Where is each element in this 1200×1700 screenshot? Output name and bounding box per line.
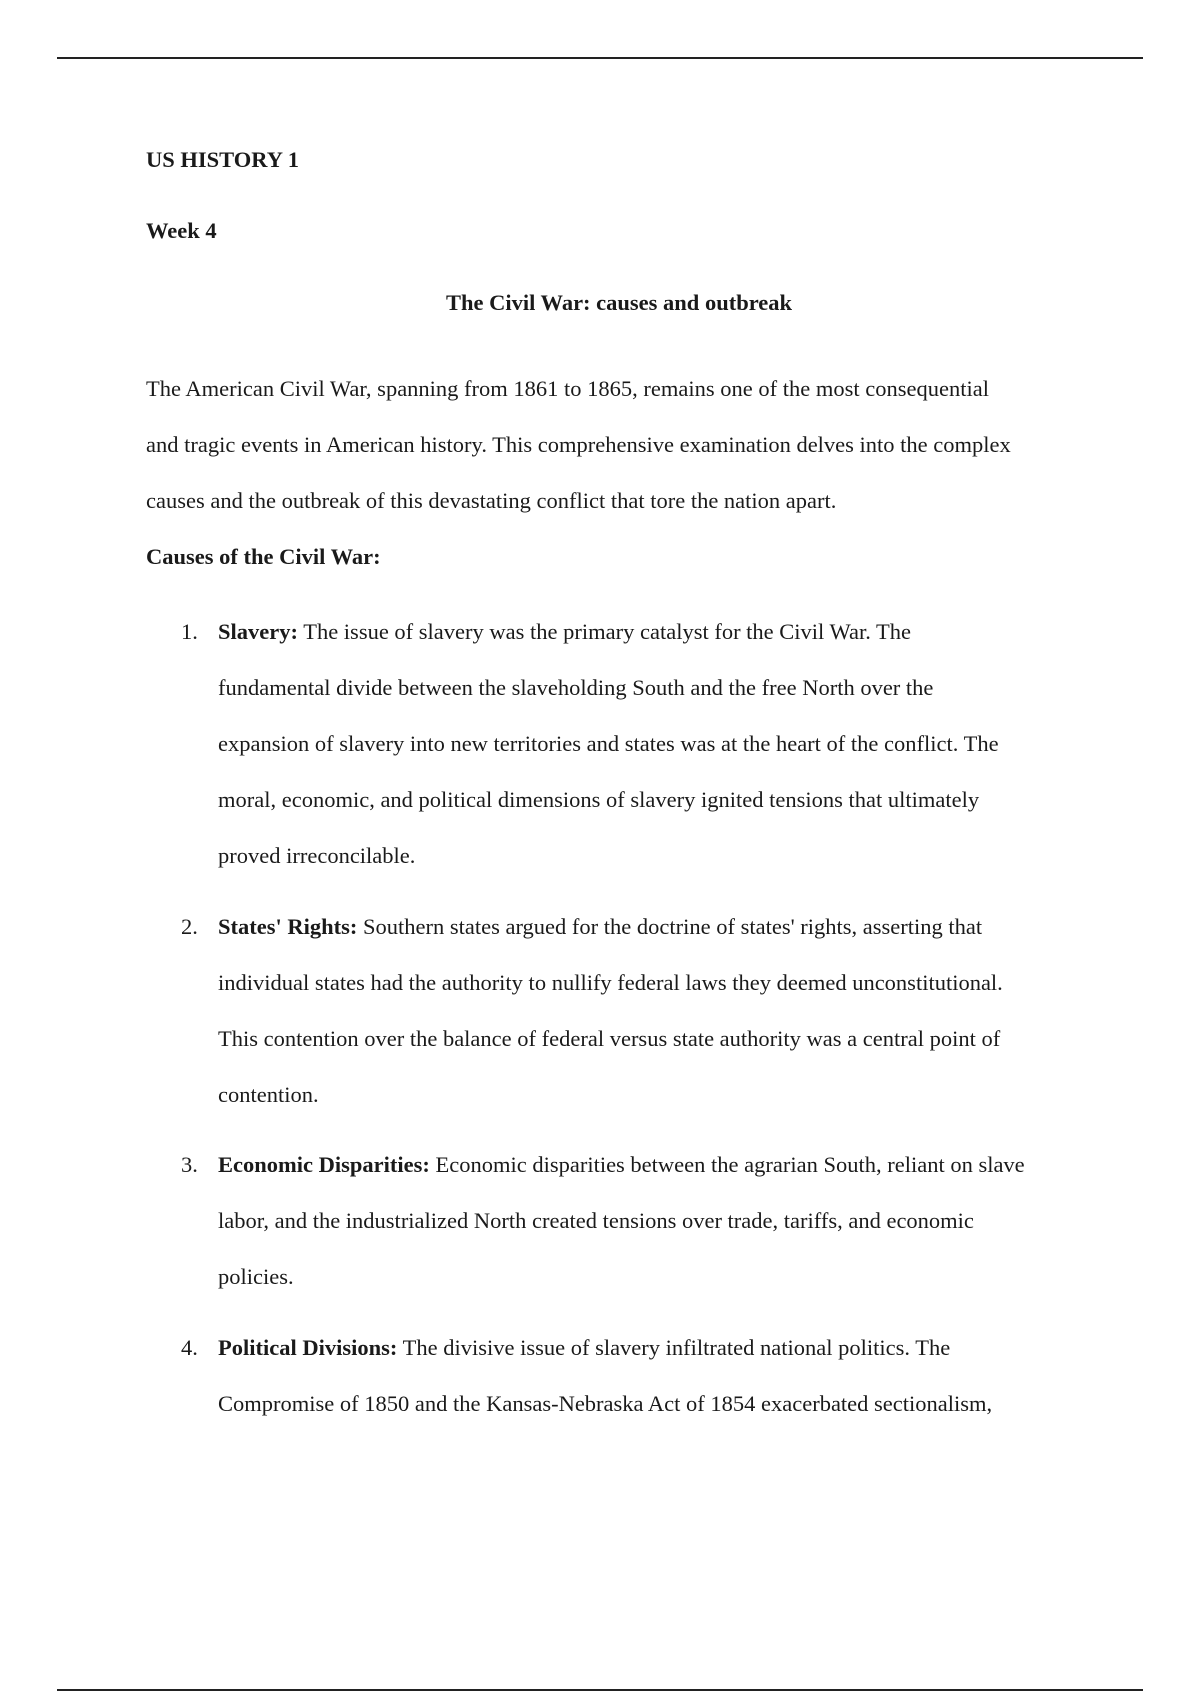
list-item-number: 2. [181, 914, 198, 939]
list-item-body [218, 899, 1098, 1123]
list-item-line [218, 1320, 1098, 1376]
list-item-term: Slavery: [218, 619, 298, 644]
bottom-divider [57, 1689, 1143, 1691]
list-item-body [218, 1320, 1098, 1432]
list-item-body [218, 1137, 1098, 1305]
list-item-number: 3. [181, 1152, 198, 1177]
list-item-term: States' Rights: [218, 914, 358, 939]
list-item-body [218, 604, 1098, 884]
list-item-line: contention. [218, 1082, 319, 1107]
list-item-line [218, 899, 1098, 955]
list-item-line: proved irreconcilable. [218, 843, 416, 868]
list-item-line: fundamental divide between the slaveholding South and the free North over the [218, 675, 934, 700]
list-item-line: This contention over the balance of federal versus state authority was a central point of [218, 1026, 1001, 1051]
list-item-text: The divisive issue of slavery infiltrated national politics. The [397, 1335, 951, 1360]
intro-line: The American Civil War, spanning from 1861 to 1865, remains one of the most consequential [146, 376, 989, 401]
list-item-line: moral, economic, and political dimensions of slavery ignited tensions that ultimately [218, 787, 980, 812]
list-item-number: 1. [181, 619, 198, 644]
course-title: US HISTORY 1 [146, 147, 300, 172]
list-item-text: Economic disparities between the agrarian South, reliant on slave [429, 1152, 1025, 1177]
list-item-number: 4. [181, 1335, 198, 1360]
list-item-line: expansion of slavery into new territories and states was at the heart of the conflict. The [218, 731, 999, 756]
list-item-term: Economic Disparities: [218, 1152, 430, 1177]
intro-line: causes and the outbreak of this devastating conflict that tore the nation apart. [146, 488, 837, 513]
top-divider [57, 57, 1143, 59]
intro-paragraph [146, 361, 1092, 529]
list-item-term: Political Divisions: [218, 1335, 398, 1360]
list-item-line: Compromise of 1850 and the Kansas-Nebraska Act of 1854 exacerbated sectionalism, [218, 1391, 993, 1416]
list-item-line [218, 1137, 1098, 1193]
causes-heading: Causes of the Civil War: [146, 544, 381, 569]
list-item-line: labor, and the industrialized North created tensions over trade, tariffs, and economic [218, 1208, 974, 1233]
list-item-line: individual states had the authority to nullify federal laws they deemed unconstitutional. [218, 970, 1003, 995]
list-item-text: The issue of slavery was the primary catalyst for the Civil War. The [297, 619, 912, 644]
list-item-line [218, 604, 1098, 660]
intro-line: and tragic events in American history. This comprehensive examination delves into the complex [146, 432, 1011, 457]
document-title: The Civil War: causes and outbreak [445, 290, 793, 315]
list-item-text: Southern states argued for the doctrine of states' rights, asserting that [357, 914, 983, 939]
list-item-line: policies. [218, 1264, 294, 1289]
week-label: Week 4 [146, 218, 217, 243]
